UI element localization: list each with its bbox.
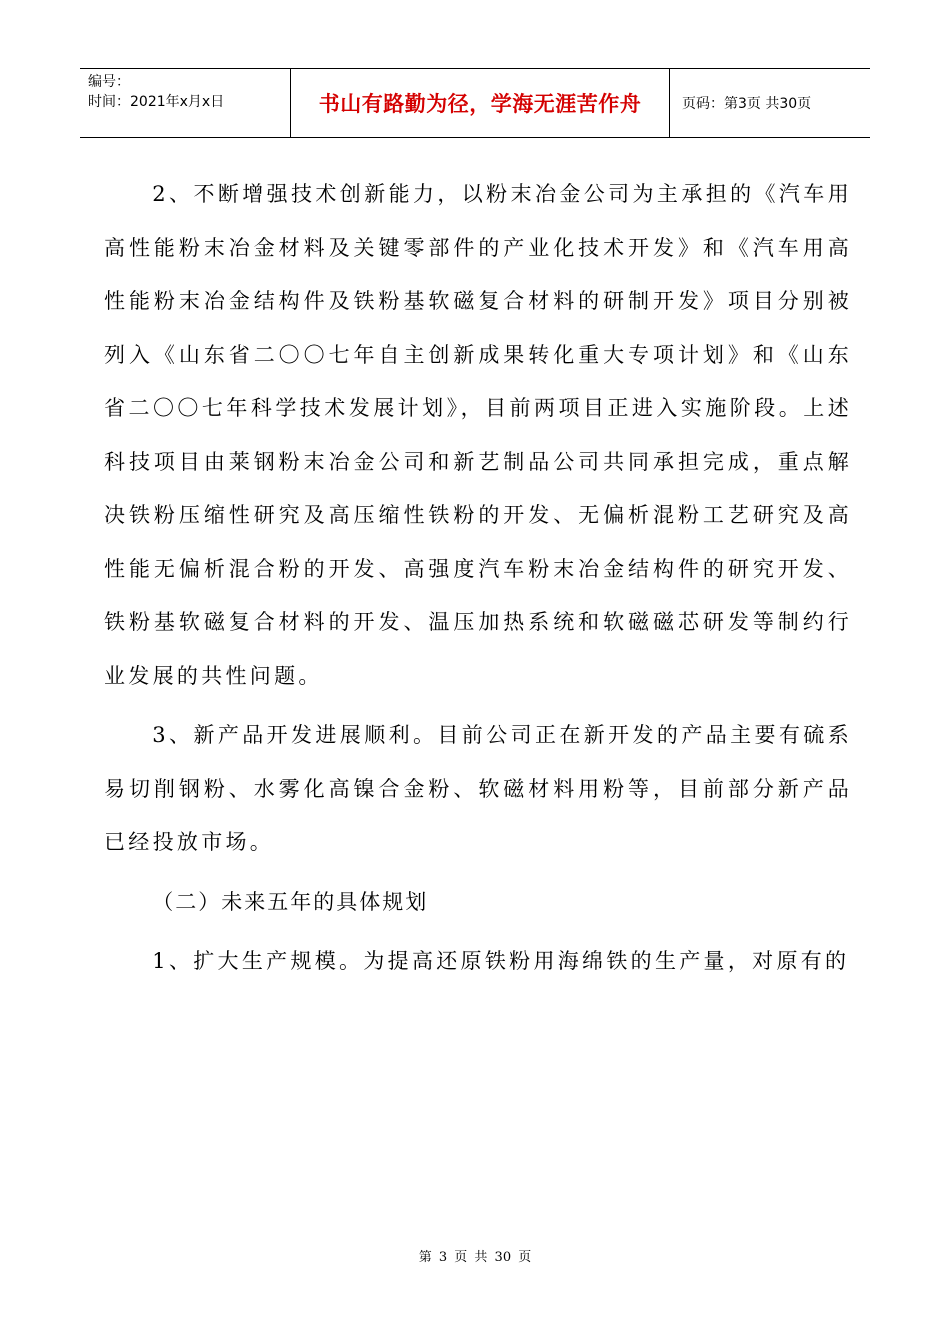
header-page-info: 页码：第3页 共30页 (682, 96, 812, 112)
header-motto: 书山有路勤为径，学海无涯苦作舟 (291, 69, 670, 137)
document-body (104, 168, 852, 989)
header-meta (80, 69, 291, 137)
document-time-label: 时间：2021年x月x日 (88, 94, 225, 110)
page-footer-number: 第 3 页 共 30 页 (418, 1250, 532, 1265)
paragraph-new-products: 3、新产品开发进展顺利。目前公司正在新开发的产品主要有硫系易切削钢粉、水雾化高镍合金粉、软磁材料用粉等，目前部分新产品已经投放市场。 (104, 723, 852, 854)
paragraph-expand-production: 1、扩大生产规模。为提高还原铁粉用海绵铁的生产量，对原有的 (152, 949, 850, 973)
paragraph-tech-innovation: 2、不断增强技术创新能力，以粉末冶金公司为主承担的《汽车用高性能粉末冶金材料及关键零部件的产业化技术开发》和《汽车用高性能粉末冶金结构件及铁粉基软磁复合材料的研制开发》项目分别被列入《山东省二〇〇七年自主创新成果转化重大专项计划》和《山东省二〇〇七年科学技术发展计划》，目前两项目正进入实施阶段。上述科技项目由莱钢粉末冶金公司和新艺制品公司共同承担完成，重点解决铁粉压缩性研究及高压缩性铁粉的开发、无偏析混粉工艺研究及高性能无偏析混合粉的开发、高强度汽车粉末冶金结构件的研究开发、铁粉基软磁复合材料的开发、温压加热系统和软磁磁芯研发等制约行业发展的共性问题。 (104, 182, 852, 688)
section-heading-five-year-plan: （二）未来五年的具体规划 (152, 889, 429, 914)
document-number-label: 编号： (88, 74, 130, 90)
page-header (80, 68, 870, 138)
